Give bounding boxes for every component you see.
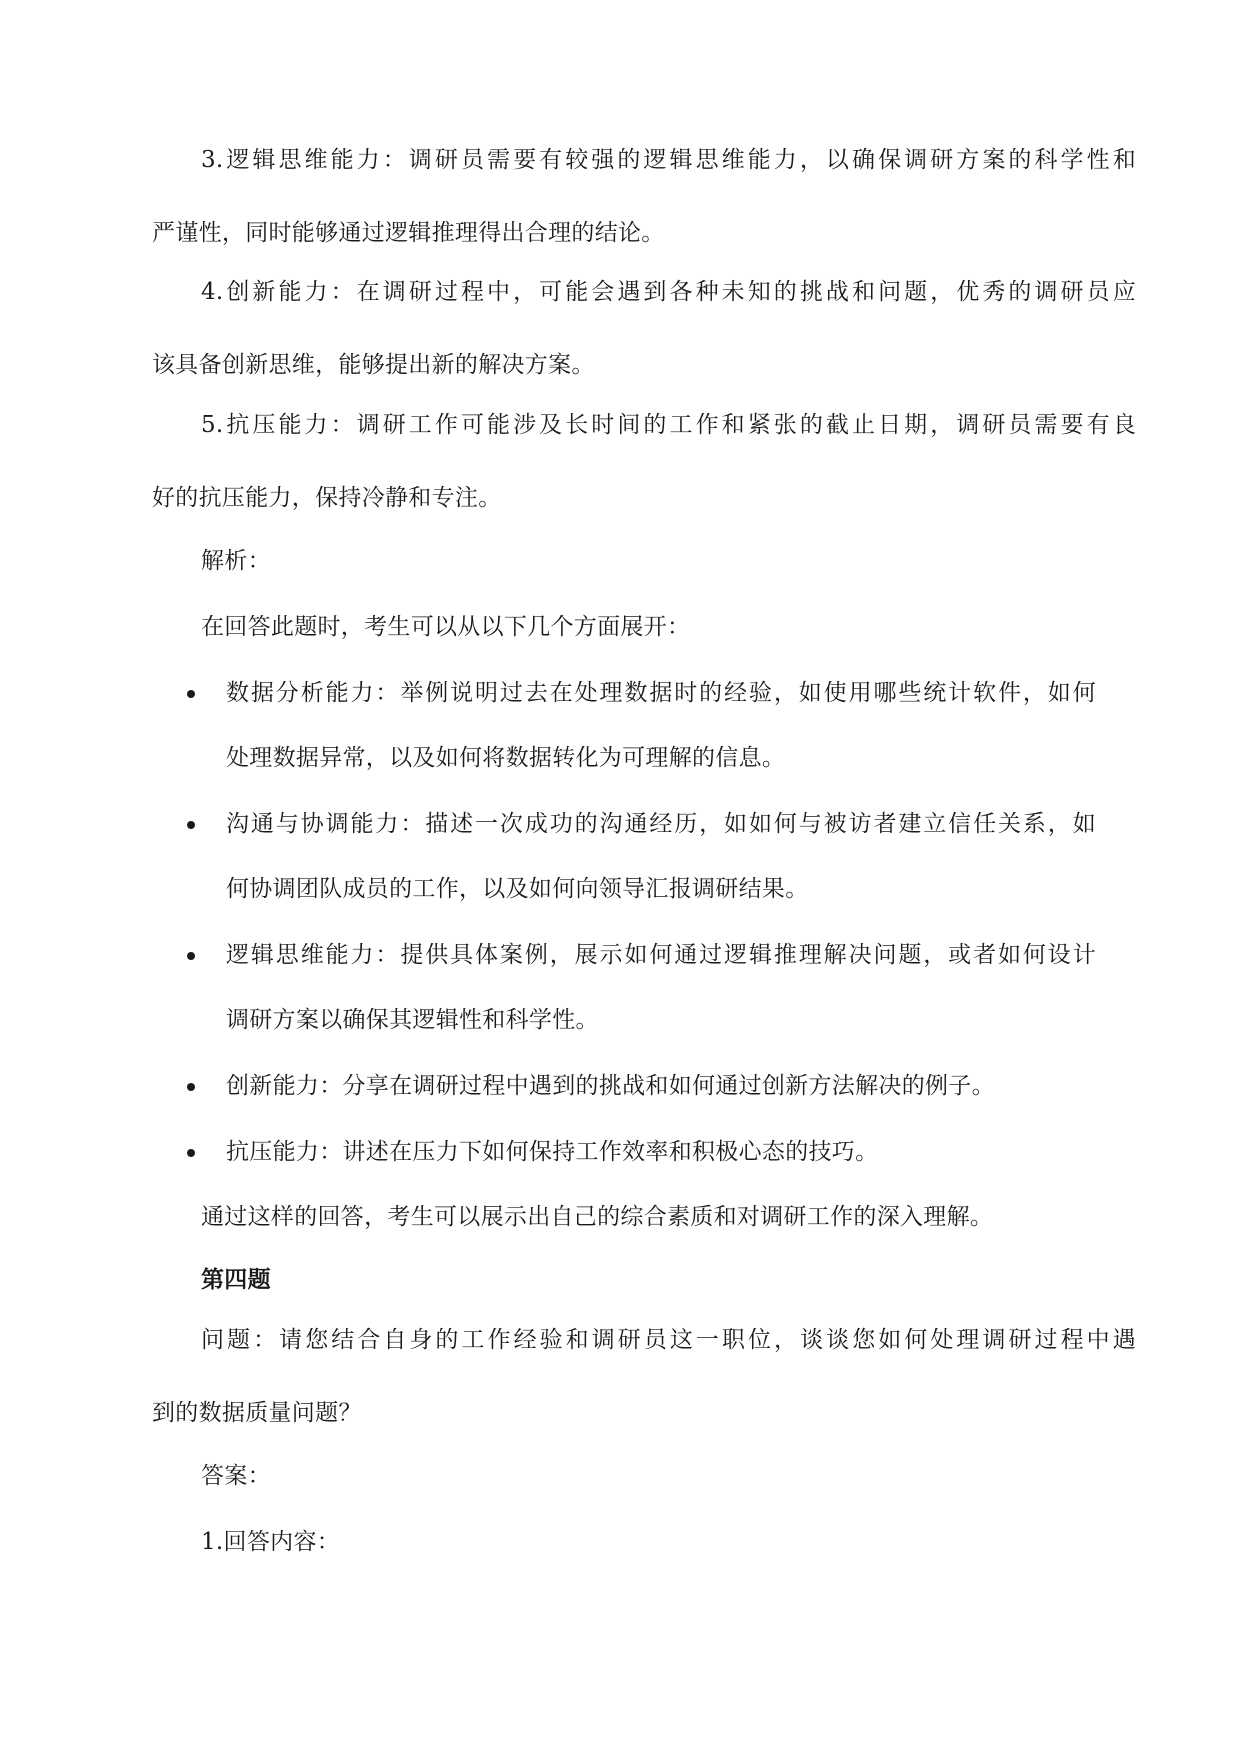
bullet-5-line-1: 抗压能力：讲述在压力下如何保持工作效率和积极心态的技巧。 — [226, 1139, 879, 1165]
bullet-icon — [187, 1083, 195, 1091]
paragraph-4-line-1: 4.创新能力：在调研过程中，可能会遇到各种未知的挑战和问题，优秀的调研员应 — [201, 279, 1136, 305]
bullet-icon — [187, 952, 195, 960]
analysis-intro: 在回答此题时，考生可以从以下几个方面展开： — [201, 614, 691, 640]
bullet-icon — [187, 690, 195, 698]
bullet-2-line-2: 何协调团队成员的工作，以及如何向领导汇报调研结果。 — [226, 876, 809, 902]
paragraph-3-line-2: 严谨性，同时能够通过逻辑推理得出合理的结论。 — [152, 220, 665, 246]
answer-label: 答案： — [201, 1463, 271, 1489]
bullet-4-line-1: 创新能力：分享在调研过程中遇到的挑战和如何通过创新方法解决的例子。 — [226, 1073, 995, 1099]
bullet-1-line-2: 处理数据异常，以及如何将数据转化为可理解的信息。 — [226, 745, 786, 771]
conclusion-paragraph: 通过这样的回答，考生可以展示出自己的综合素质和对调研工作的深入理解。 — [201, 1204, 994, 1230]
paragraph-4-line-2: 该具备创新思维，能够提出新的解决方案。 — [152, 352, 595, 378]
bullet-icon — [187, 1149, 195, 1157]
bullet-1-line-1: 数据分析能力：举例说明过去在处理数据时的经验，如使用哪些统计软件，如何 — [226, 680, 1096, 706]
answer-item: 1.回答内容： — [201, 1529, 341, 1555]
paragraph-5-line-2: 好的抗压能力，保持冷静和专注。 — [152, 485, 502, 511]
bullet-3-line-2: 调研方案以确保其逻辑性和科学性。 — [226, 1007, 599, 1033]
paragraph-3-line-1: 3.逻辑思维能力：调研员需要有较强的逻辑思维能力，以确保调研方案的科学性和 — [201, 147, 1136, 173]
bullet-2-line-1: 沟通与协调能力：描述一次成功的沟通经历，如如何与被访者建立信任关系，如 — [226, 811, 1096, 837]
paragraph-5-line-1: 5.抗压能力：调研工作可能涉及长时间的工作和紧张的截止日期，调研员需要有良 — [201, 412, 1136, 438]
analysis-label: 解析： — [201, 548, 271, 574]
bullet-icon — [187, 821, 195, 829]
bullet-3-line-1: 逻辑思维能力：提供具体案例，展示如何通过逻辑推理解决问题，或者如何设计 — [226, 942, 1096, 968]
section-heading: 第四题 — [201, 1266, 271, 1293]
question-line-1: 问题：请您结合自身的工作经验和调研员这一职位，谈谈您如何处理调研过程中遇 — [201, 1327, 1136, 1353]
question-line-2: 到的数据质量问题？ — [152, 1400, 362, 1426]
